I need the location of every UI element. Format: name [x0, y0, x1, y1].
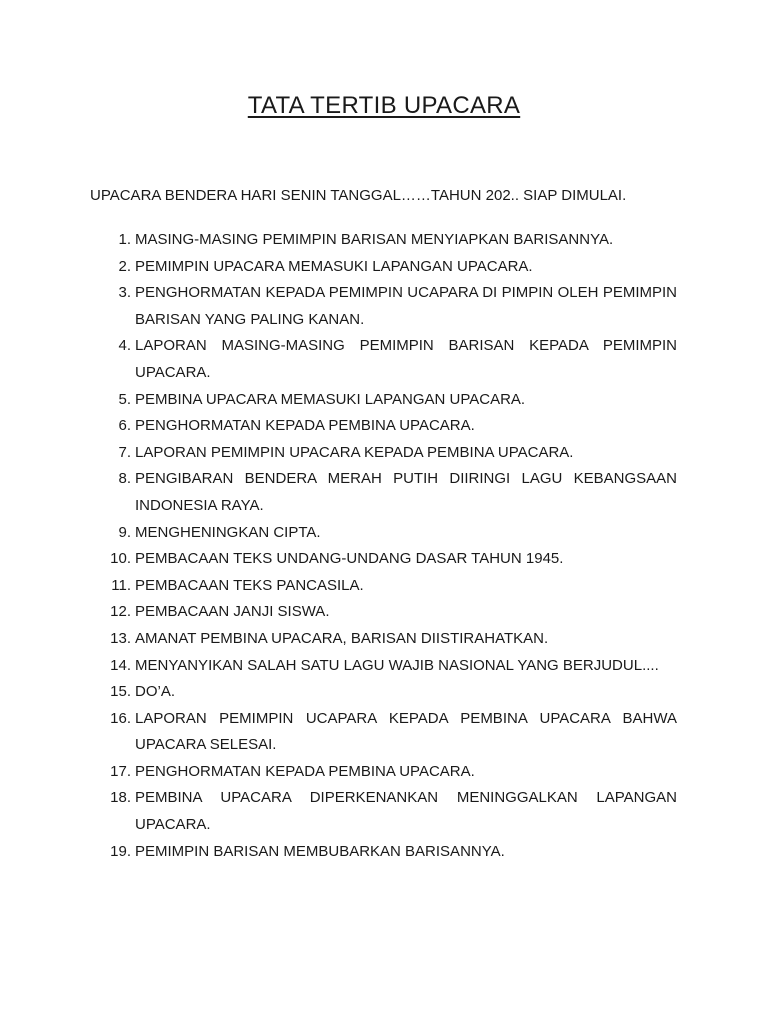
list-item — [0, 759, 768, 786]
list-item — [0, 440, 768, 467]
item-number: 6. — [118, 417, 131, 435]
item-number: 4. — [118, 337, 131, 355]
list-item — [0, 626, 768, 653]
list-item — [0, 387, 768, 414]
list-item — [0, 466, 768, 519]
item-text: MENGHENINGKAN CIPTA. — [135, 523, 321, 541]
item-text: PENGIBARAN BENDERA MERAH PUTIH DIIRINGI LAGU KEBANGSAAN INDONESIA RAYA. — [135, 470, 677, 514]
item-number: 2. — [118, 257, 131, 275]
item-text: PEMBINA UPACARA DIPERKENANKAN MENINGGALKAN LAPANGAN UPACARA. — [135, 789, 677, 834]
intro-paragraph: UPACARA BENDERA HARI SENIN TANGGAL……TAHUN 202.. SIAP DIMULAI. — [90, 187, 627, 204]
item-number: 5. — [118, 390, 131, 408]
item-number: 16. — [110, 709, 131, 727]
item-number: 13. — [110, 629, 131, 647]
item-number: 15. — [110, 683, 131, 701]
list-item — [0, 573, 768, 600]
item-number: 9. — [118, 523, 131, 541]
list-item — [0, 599, 768, 626]
item-text: AMANAT PEMBINA UPACARA, BARISAN DIISTIRAHATKAN. — [135, 629, 549, 647]
item-number: 1. — [118, 231, 131, 248]
ceremony-steps-list — [0, 227, 768, 865]
list-item — [0, 413, 768, 440]
item-number: 7. — [118, 443, 131, 461]
item-text: LAPORAN MASING-MASING PEMIMPIN BARISAN KEPADA PEMIMPIN UPACARA. — [135, 337, 677, 381]
item-number: 14. — [110, 656, 131, 674]
item-text: PEMBACAAN TEKS PANCASILA. — [135, 576, 364, 594]
document-title: TATA TERTIB UPACARA — [247, 92, 521, 119]
item-text: PEMIMPIN UPACARA MEMASUKI LAPANGAN UPACARA. — [135, 257, 533, 275]
item-number: 8. — [118, 470, 131, 488]
item-text: LAPORAN PEMIMPIN UPACARA KEPADA PEMBINA UPACARA. — [135, 443, 574, 461]
item-number: 18. — [110, 789, 131, 807]
list-item — [0, 280, 768, 333]
list-item — [0, 785, 768, 838]
item-text: PEMBACAAN JANJI SISWA. — [135, 603, 330, 621]
item-text: LAPORAN PEMIMPIN UCAPARA KEPADA PEMBINA UPACARA BAHWA UPACARA SELESAI. — [135, 709, 677, 754]
list-item — [0, 706, 768, 759]
item-number: 19. — [110, 842, 131, 860]
item-number: 11. — [111, 576, 131, 594]
item-text: MASING-MASING PEMIMPIN BARISAN MENYIAPKAN BARISANNYA. — [135, 231, 614, 248]
item-text: MENYANYIKAN SALAH SATU LAGU WAJIB NASIONAL YANG BERJUDUL.... — [135, 656, 659, 674]
item-text: PEMBINA UPACARA MEMASUKI LAPANGAN UPACARA. — [135, 390, 526, 408]
list-item — [0, 520, 768, 547]
item-number: 3. — [118, 284, 131, 302]
item-text: PEMBACAAN TEKS UNDANG-UNDANG DASAR TAHUN 1945. — [135, 550, 564, 568]
item-number: 17. — [110, 762, 131, 780]
item-number: 10. — [110, 550, 131, 568]
list-item — [0, 679, 768, 706]
item-text: PENGHORMATAN KEPADA PEMBINA UPACARA. — [135, 762, 475, 780]
item-number: 12. — [110, 603, 131, 621]
list-item — [0, 839, 768, 866]
item-text: DO’A. — [135, 683, 176, 701]
item-text: PENGHORMATAN KEPADA PEMBINA UPACARA. — [135, 417, 475, 435]
list-item — [0, 254, 768, 281]
list-item — [0, 227, 768, 254]
list-item — [0, 653, 768, 680]
item-text: PEMIMPIN BARISAN MEMBUBARKAN BARISANNYA. — [135, 842, 505, 860]
item-text: PENGHORMATAN KEPADA PEMIMPIN UCAPARA DI PIMPIN OLEH PEMIMPIN BARISAN YANG PALING KANAN. — [135, 284, 677, 328]
list-item — [0, 546, 768, 573]
list-item — [0, 333, 768, 386]
